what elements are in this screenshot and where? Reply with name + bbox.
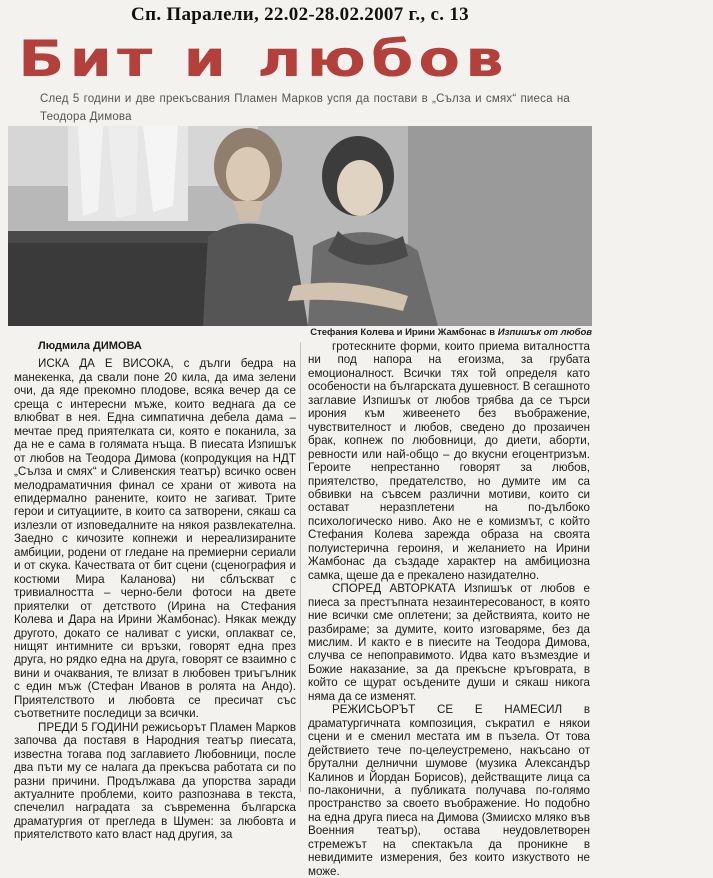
article-column-right — [308, 340, 590, 878]
paragraph: ПРЕДИ 5 ГОДИНИ режисьорът Пламен Марков започва да поставя в Народния театър пиесата, известна тогава под заглавието Любовници, после два пъти му се налага да прекъсва работата си по разни причини. Продължава да упорства заради актуалните проблеми, които разпознава в текста, спечелил наградата за съвременна българска драматургия от прегледа в Шумен: за любовта и приятелството като власт над другия, за — [14, 720, 296, 842]
article-column-left — [14, 340, 296, 842]
masthead: Сп. Паралели, 22.02-28.02.2007 г., с. 13 — [131, 4, 469, 25]
author-byline: Людмила ДИМОВА — [38, 340, 142, 352]
caption-names: Стефания Колева и Ирини Жамбонас в — [310, 327, 496, 338]
paragraph: РЕЖИСЬОРЪТ СЕ Е НАМЕСИЛ в драматургичната композиция, съкратил е някои сцени и е сменил местата им в пъзела. От това действието тече по-целеустремено, накъсано от брутални делнични шумове (музика Александър Калинов и Йордан Борисов), действащите лица са по-лаконични, а публиката получава по-голямо пространство за своето въображение. Но подобно на една друга пиеса на Димова (Змиисхо мляко във Военния театър), остава неудовлетворен стремежът на спектакъла да проникне в невидимите измерения, без които изкуството не може. — [308, 703, 590, 878]
lede: След 5 години и две прекъсвания Пламен Марков успя да постави в „Сълза и смях“ пиеса на Теодора Димова — [40, 93, 570, 123]
paragraph: СПОРЕД АВТОРКАТА Изпишък от любов е пиеса за престъпната незаинтересованост, в която ние всички сме оплетени; за действията, които не разбираме; за думите, които изговаряме, без да мислим. И както е в пиесите на Теодора Димова, случва се непоправимото. Идва като възмездие и Божие наказание, за да прекъсне кръговрата, в който се щурат осъдените души и сякаш никога няма да се изменят. — [308, 582, 590, 703]
paragraph: ИСКА ДА Е ВИСОКА, с дълги бедра на манекенка, да свали поне 20 кила, да има зелени очи, да яде прекомно плодове, всяка вечер да се среща с интересни мъже, които веднага да се влюбват в нея. Една симпатична дебела дама – мечтае пред приятелката си, която е поканила, за да не е сама в голямата нъща. В пиесата Изпишък от любов на Теодора Димова (копродукция на НДТ „Сълза и смях“ и Сливенския театър) всичко освен мелодраматичния финал се храни от живота на епидермално ранените, които не загиват. Трите герои и ситуациите, в които са затворени, сякаш са излезли от изповедалните на някоя развлекателна. Заедно с кичозите копнежи и нереализираните амбиции, родени от гледане на премиерни сериали и от скука. Качествата от бит сцени (сценография и костюми Мира Каланова) ни сблъскват с тривиалността – черно-бели фотоси на двете приятелки от детството (Ирина на Стефания Колева и Дара на Ирини Жамбонас). Някак между другото, докато се наливат с уиски, оплакват се, нищят интимните си връзки, говорят една през друга, но рядко една на друга, говорят се взаимно с вини и очаквания, те влизат в любовен триъгълник с един мъж (Стефан Иванов в ролята на Андо). Приятелството и любовта се пресичат със съответните последици за всички. — [14, 357, 296, 721]
article-photo — [8, 126, 592, 326]
headline: Бит и любов — [18, 30, 509, 88]
photo-caption — [8, 326, 592, 340]
caption-play-title: Изпишък от любов — [497, 327, 592, 338]
column-divider — [300, 342, 301, 792]
paragraph: гротескните форми, които приема виталността ни под напора на егоизма, за грубата емоционалност. Всички тях той определя като особености на българската душевност. В сегашното заглавие Изпишък от любов трябва да се търси ирония към живеенето без въображение, чувствителност и любов, сведено до прозаичен брак, копнеж по любовници, до диети, аборти, ревности или най-общо – до вкусни егоцентризъм. Героите непрестанно говорят за любов, приятелство, предателство, но думите им са обвивки на съвсем различни мотиви, които си остават неразплетени на по-дълбоко психологическо ниво. Ако не е комизмът, с който Стефания Колева зарежда образа на своята полуистерична героиня, и желанието на Ирини Жамбонас да създаде характер на амбициозна самка, щеше да е прекалено назидателно. — [308, 340, 590, 582]
photo-illustration — [8, 126, 592, 326]
